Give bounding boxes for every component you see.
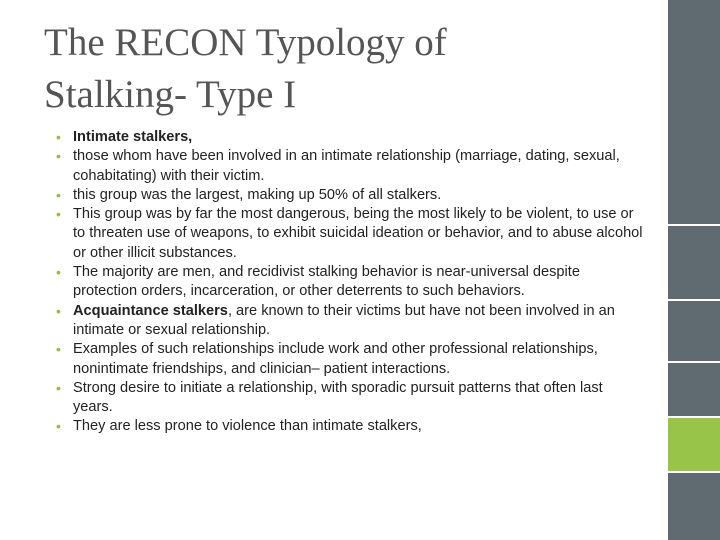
bullet-text: this group was the largest, making up 50% of all stalkers. xyxy=(73,186,442,203)
list-item xyxy=(56,302,646,341)
sidebar-block-accent xyxy=(668,418,720,471)
bullet-bold-text: Intimate stalkers, xyxy=(73,129,193,145)
list-item xyxy=(56,263,646,302)
decorative-sidebar xyxy=(666,0,720,540)
bullet-icon: • xyxy=(56,341,61,358)
list-item xyxy=(56,340,646,379)
sidebar-block-3 xyxy=(668,301,720,361)
slide-title xyxy=(44,17,644,121)
sidebar-block-top xyxy=(668,0,720,224)
sidebar-block-bottom xyxy=(668,473,720,540)
bullet-text: Strong desire to initiate a relationship, with sporadic pursuit patterns that often last years. xyxy=(73,379,603,416)
bullet-text: The majority are men, and recidivist stalking behavior is near-universal despite protection orders, incarceration, or other deterrents to such behaviors. xyxy=(73,264,580,300)
list-item xyxy=(56,147,646,186)
bullet-icon: • xyxy=(56,186,61,203)
slide-title-line-2: Stalking- Type I xyxy=(44,73,297,116)
bullet-text: those whom have been involved in an intimate relationship (marriage, dating, sexual, cohabitating) with their victim. xyxy=(73,148,620,184)
bullet-bold-text: Acquaintance stalkers xyxy=(73,302,228,319)
list-item xyxy=(56,128,646,147)
bullet-icon: • xyxy=(56,206,61,223)
slide-title-line-1: The RECON Typology of xyxy=(44,21,447,64)
bullet-text: Examples of such relationships include work and other professional relationships, nonintimate friendships, and clinician– patient interactions. xyxy=(73,341,598,377)
bullet-icon: • xyxy=(56,129,61,145)
list-item xyxy=(56,417,646,436)
bullet-icon: • xyxy=(56,264,61,281)
list-item xyxy=(56,205,646,263)
bullet-text: , are known to their victims but have not been involved in an intimate or sexual relationship. xyxy=(73,302,615,338)
bullet-icon: • xyxy=(56,418,61,435)
list-item xyxy=(56,186,646,205)
bullet-icon: • xyxy=(56,148,61,165)
sidebar-block-4 xyxy=(668,363,720,416)
bullet-icon: • xyxy=(56,302,61,319)
bullet-icon: • xyxy=(56,379,61,396)
sidebar-block-2 xyxy=(668,226,720,299)
list-item xyxy=(56,379,646,418)
bullet-list xyxy=(56,128,646,437)
bullet-text: They are less prone to violence than intimate stalkers, xyxy=(73,418,422,435)
bullet-text: This group was by far the most dangerous, being the most likely to be violent, to use or to threaten use of weapons, to exhibit suicidal ideation or behavior, and to abuse alcohol or other illicit substances. xyxy=(73,206,643,261)
